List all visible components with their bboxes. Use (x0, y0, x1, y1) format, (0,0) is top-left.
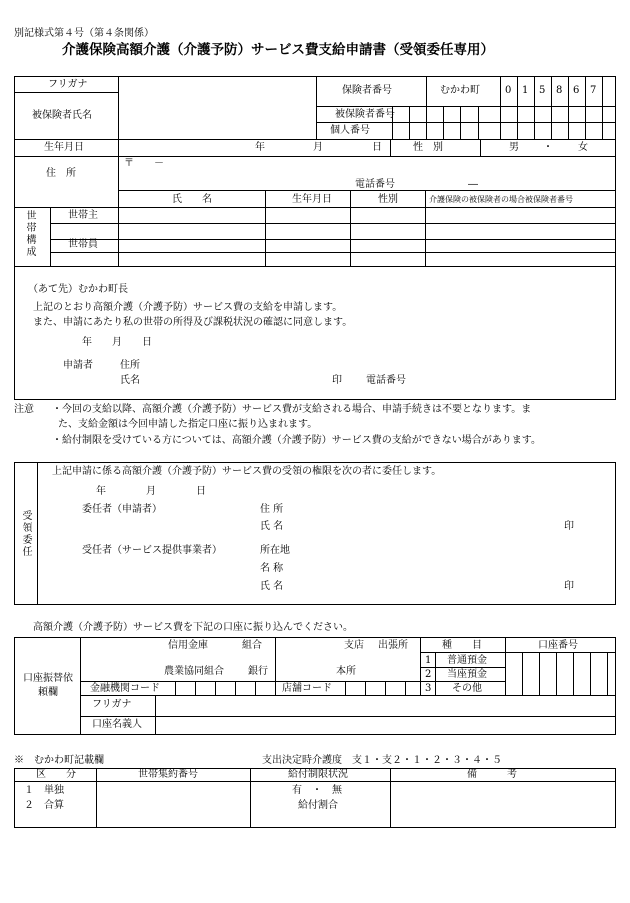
table-rule (420, 637, 421, 695)
agency-label: 出張所 (378, 640, 408, 651)
delegation-side-label: 受領委任 (20, 510, 31, 558)
table-rule (250, 768, 251, 828)
delegation-intro: 上記申請に係る高額介護（介護予防）サービス費の受領の権限を次の者に委任します。 (52, 466, 442, 477)
table-rule (435, 652, 436, 695)
table-rule (420, 667, 505, 668)
table-rule (118, 76, 119, 139)
addressee: （あて先）むかわ町長 (28, 284, 128, 295)
table-rule (80, 681, 420, 682)
table-rule (522, 652, 523, 695)
institution-shinkin: 信用金庫 (168, 640, 208, 651)
female-option: 女 (578, 142, 588, 153)
account-number-label: 口座番号 (538, 640, 578, 651)
year-label: 年 (255, 142, 265, 153)
table-rule (480, 139, 481, 156)
table-rule (215, 681, 216, 695)
insurer-digit: 6 (573, 85, 580, 96)
bank-intro: 高額介護（介護予防）サービス費を下記の口座に振り込んでください。 (33, 622, 353, 633)
office-col-restriction: 給付制限状況 (288, 769, 348, 780)
table-rule (590, 652, 591, 695)
household-section-label: 世帯構成 (24, 210, 35, 258)
table-rule (345, 681, 346, 695)
phone-dash: ― (468, 179, 478, 190)
table-rule (350, 190, 351, 266)
table-rule (443, 106, 444, 139)
table-rule (96, 768, 97, 828)
sex-label: 性 別 (413, 142, 443, 153)
declaration-line-2: また、申請にあたり私の世帯の所得及び課税状況の確認に同意します。 (33, 317, 353, 328)
table-rule (80, 695, 616, 696)
delegator-name-label: 氏 名 (260, 521, 284, 532)
office-col-remarks: 備 考 (467, 769, 517, 780)
table-rule (175, 681, 176, 695)
insurer-name: むかわ町 (440, 85, 480, 96)
delegation-frame (14, 462, 616, 605)
table-rule (390, 139, 391, 156)
table-rule (235, 681, 236, 695)
personal-number-label: 個人番号 (330, 125, 370, 136)
table-rule (155, 695, 156, 735)
account-type-no: 2 (425, 669, 432, 680)
applicant-address-label: 住所 (120, 360, 140, 371)
table-rule (385, 681, 386, 695)
table-rule (50, 207, 51, 266)
account-type-header: 種 目 (442, 640, 482, 651)
institution-union: 組合 (242, 640, 262, 651)
table-rule (80, 716, 616, 717)
delegatee-location-label: 所在地 (260, 545, 290, 556)
table-rule (426, 106, 427, 139)
address-label: 住 所 (46, 168, 76, 179)
table-rule (118, 139, 119, 156)
note-2: ・給付制限を受けている方については、高額介護（介護予防）サービス費の支給ができない場合があります。 (52, 435, 541, 446)
table-rule (505, 637, 506, 695)
table-rule (50, 223, 616, 224)
branch-label: 支店 (344, 640, 364, 651)
table-rule (551, 76, 552, 139)
office-use-label: ※ むかわ町記載欄 (14, 755, 104, 766)
table-rule (265, 190, 266, 266)
table-rule (573, 652, 574, 695)
table-rule (50, 239, 616, 240)
table-rule (14, 207, 616, 208)
bank-code-label: 金融機関コード (90, 683, 160, 694)
institution-bank: 銀行 (248, 666, 268, 677)
household-col-birth: 生年月日 (292, 194, 332, 205)
table-rule (80, 637, 81, 735)
benefit-ratio-label: 給付割合 (298, 800, 338, 811)
applicant-name-label: 氏名 (120, 375, 140, 386)
table-rule (420, 652, 616, 653)
form-title: 介護保険高額介護（介護予防）サービス費支給申請書（受領委任専用） (62, 42, 494, 58)
household-col-insured: 介護保険の被保険者の場合被保険者番号 (429, 195, 573, 204)
table-rule (585, 76, 586, 139)
table-rule (409, 106, 410, 139)
table-rule (50, 252, 616, 253)
delegator-label: 委任者（申請者） (82, 504, 162, 515)
household-col-sex: 性別 (378, 194, 398, 205)
table-rule (118, 190, 119, 266)
insured-name-label: 被保険者氏名 (32, 110, 92, 121)
table-rule (118, 190, 616, 191)
household-head-label: 世帯主 (68, 210, 98, 221)
institution-ja: 農業協同組合 (164, 666, 224, 677)
note-1a: ・今回の支給以降、高額介護（介護予防）サービス費が支給される場合、申請手続きは不要となります。ま (52, 404, 532, 415)
declaration-line-1: 上記のとおり高額介護（介護予防）サービス費の支給を申請します。 (33, 302, 343, 313)
form-number: 別記様式第４号（第４条関係） (14, 28, 154, 39)
delegatee-title-label: 名 称 (260, 563, 284, 574)
type-single: １ 単独 (24, 785, 64, 796)
table-rule (500, 76, 501, 139)
type-combined: ２ 合算 (24, 800, 64, 811)
furigana-label: フリガナ (48, 79, 88, 90)
table-rule (425, 190, 426, 266)
table-rule (556, 652, 557, 695)
delegatee-label: 受任者（サービス提供事業者） (82, 545, 222, 556)
head-office-label: 本所 (336, 666, 356, 677)
table-rule (37, 462, 38, 605)
delegatee-seal: 印 (564, 581, 574, 592)
insurer-digit: 8 (556, 85, 563, 96)
separator-dot: ・ (543, 142, 553, 153)
table-rule (14, 781, 616, 782)
month-label: 月 (313, 142, 323, 153)
insurer-digit: 1 (522, 85, 529, 96)
table-rule (255, 681, 256, 695)
phone-label: 電話番号 (355, 179, 395, 190)
delegatee-name-label: 氏 名 (260, 581, 284, 592)
declaration-date: 年 月 日 (82, 337, 152, 348)
table-rule (14, 139, 616, 140)
delegator-seal: 印 (564, 521, 574, 532)
table-rule (568, 76, 569, 139)
account-type-other: その他 (452, 683, 482, 694)
account-type-no: 3 (425, 683, 432, 694)
applicant-label: 申請者 (63, 360, 93, 371)
applicant-outer-frame (14, 76, 616, 400)
table-rule (607, 652, 608, 695)
branch-code-label: 店舗コード (282, 683, 332, 694)
table-rule (602, 76, 603, 139)
office-col-household: 世帯集約番号 (138, 769, 198, 780)
table-rule (14, 156, 616, 157)
table-rule (365, 681, 366, 695)
insurer-digit: 7 (590, 85, 597, 96)
male-option: 男 (509, 142, 519, 153)
insured-number-label: 被保険者番号 (335, 109, 395, 120)
table-rule (405, 681, 406, 695)
table-rule (390, 768, 391, 828)
office-col-type: 区 分 (36, 769, 76, 780)
note-1b: た、支給金額は今回申請した指定口座に振り込まれます。 (58, 419, 318, 430)
table-rule (539, 652, 540, 695)
account-type-ordinary: 普通預金 (447, 655, 487, 666)
account-type-no: 1 (425, 655, 432, 666)
restriction-yes-no: 有 ・ 無 (292, 785, 342, 796)
table-rule (420, 681, 505, 682)
table-rule (478, 106, 479, 139)
care-level-line: 支出決定時介護度 支１・支２・１・２・３・４・５ (262, 755, 502, 766)
table-rule (460, 106, 461, 139)
bank-side-label: 口座振替依頼欄 (23, 673, 73, 698)
account-holder-label: 口座名義人 (92, 719, 142, 730)
table-rule (316, 106, 616, 107)
table-rule (195, 681, 196, 695)
table-rule (275, 637, 276, 695)
postal-code: 〒 － (124, 158, 164, 169)
household-col-name: 氏 名 (172, 194, 212, 205)
household-member-label: 世帯員 (68, 239, 98, 250)
birthdate-label: 生年月日 (44, 142, 84, 153)
holder-furigana-label: フリガナ (92, 699, 132, 710)
insurer-digit: 0 (505, 85, 512, 96)
table-rule (14, 266, 616, 267)
notes-label: 注意 (14, 404, 34, 415)
seal-mark: 印 (332, 375, 342, 386)
delegator-address-label: 住 所 (260, 504, 284, 515)
delegation-date: 年 月 日 (96, 486, 206, 497)
insurer-number-label: 保険者番号 (342, 85, 392, 96)
table-rule (14, 92, 118, 93)
insurer-digit: 5 (539, 85, 546, 96)
table-rule (316, 122, 616, 123)
table-rule (517, 76, 518, 139)
account-type-current: 当座預金 (447, 669, 487, 680)
table-rule (534, 76, 535, 139)
day-label: 日 (372, 142, 382, 153)
applicant-phone-label: 電話番号 (366, 375, 406, 386)
table-rule (426, 76, 427, 106)
table-rule (316, 76, 317, 139)
